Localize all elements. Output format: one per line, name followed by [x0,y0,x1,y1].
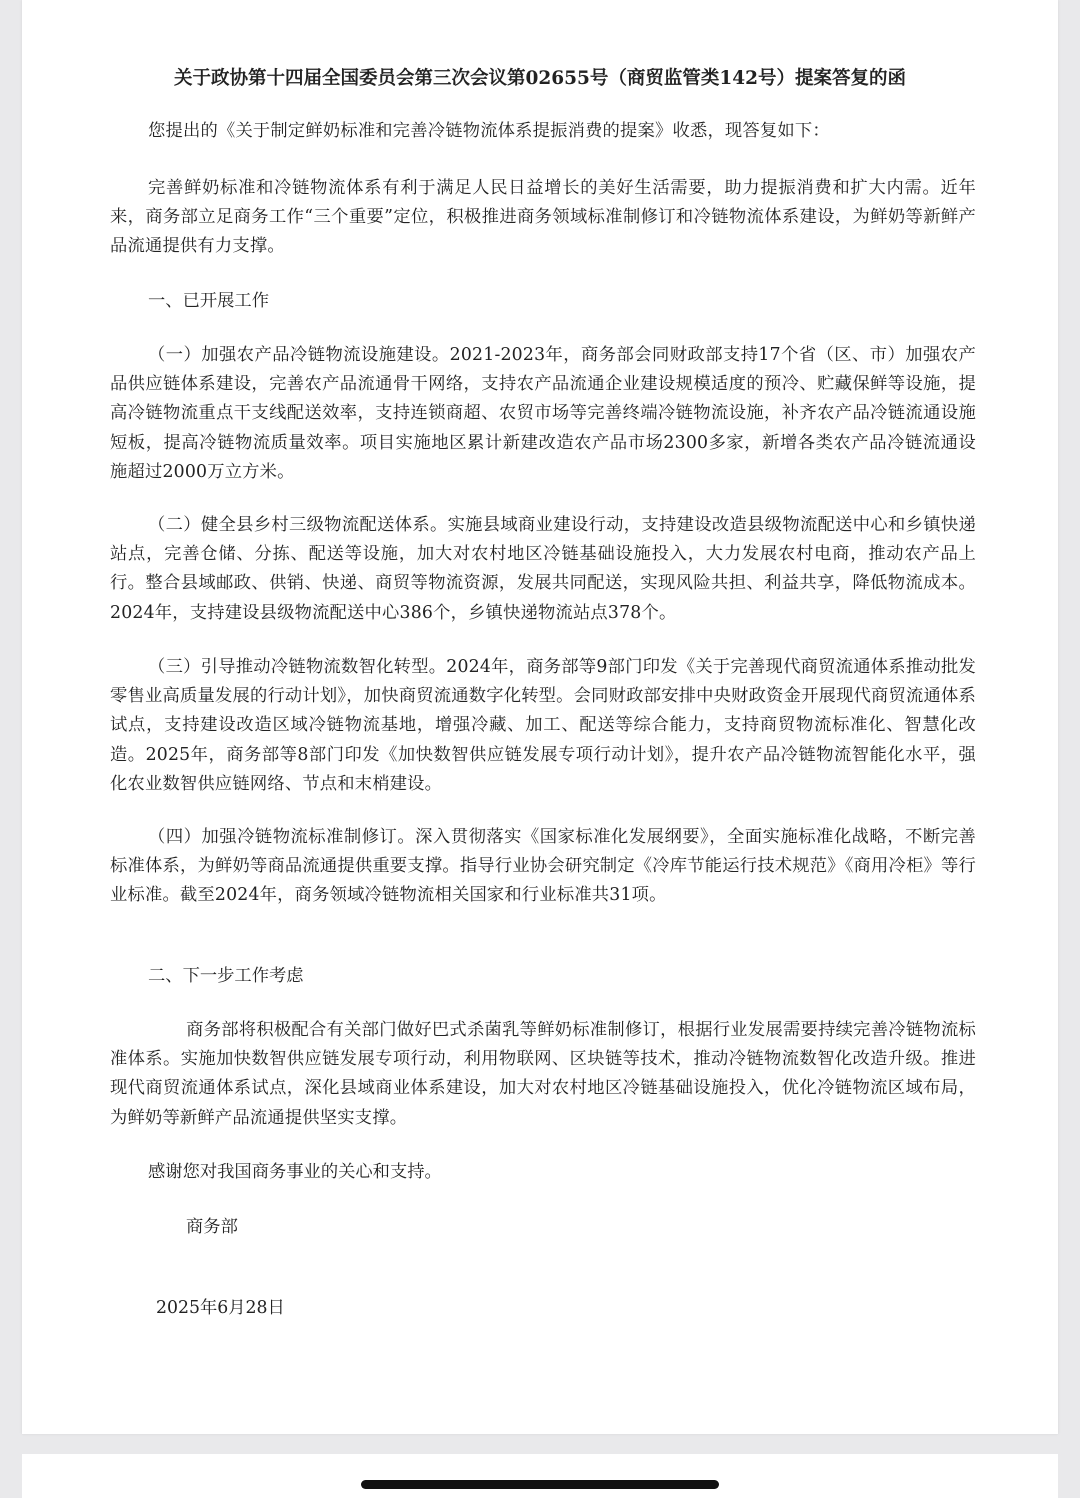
next-steps-paragraph: 商务部将积极配合有关部门做好巴式杀菌乳等鲜奶标准制修订，根据行业发展需要持续完善冷链物流标准体系。实施加快数智供应链发展专项行动，利用物联网、区块链等技术，推动冷链物流数智化改造升级。推进现代商贸流通体系试点，深化县域商业体系建设，加大对农村地区冷链基础设施投入，优化冷链物流区域布局，为鲜奶等新鲜产品流通提供坚实支撑。 [110,1020,976,1128]
paragraph-item-1: （一）加强农产品冷链物流设施建设。2021-2023年，商务部会同财政部支持17个省（区、市）加强农产品供应链体系建设，完善农产品流通骨干网络，支持农产品流通企业建设规模适度的预冷、贮藏保鲜等设施，提高冷链物流重点干支线配送效率，支持连锁商超、农贸市场等完善终端冷链物流设施，补齐农产品冷链流通设施短板，提高冷链物流质量效率。项目实施地区累计新建改造农产品市场2300多家，新增各类农产品冷链流通设施超过2000万立方米。 [110,345,976,482]
next-page-edge [22,1454,1058,1498]
section-heading-next-steps: 二、下一步工作考虑 [148,966,304,986]
intro-paragraph: 完善鲜奶标准和冷链物流体系有利于满足人民日益增长的美好生活需要，助力提振消费和扩大内需。近年来，商务部立足商务工作“三个重要”定位，积极推进商务领域标准制修订和冷链物流体系建设，为鲜奶等新鲜产品流通提供有力支撑。 [110,178,976,257]
paragraph-item-4: （四）加强冷链物流标准制修订。深入贯彻落实《国家标准化发展纲要》，全面实施标准化战略，不断完善标准体系，为鲜奶等商品流通提供重要支撑。指导行业协会研究制定《冷库节能运行技术规范》《商用冷柜》等行业标准。截至2024年，商务领域冷链物流相关国家和行业标准共31项。 [110,827,976,906]
signature: 商务部 [186,1217,238,1237]
section-heading-completed-work: 一、已开展工作 [148,291,269,311]
paragraph-item-3: （三）引导推动冷链物流数智化转型。2024年，商务部等9部门印发《关于完善现代商贸流通体系推动批发零售业高质量发展的行动计划》，加快商贸流通数字化转型。会同财政部安排中央财政资金开展现代商贸流通体系试点，支持建设改造区域冷链物流基地，增强冷藏、加工、配送等综合能力，支持商贸物流标准化、智慧化改造。2025年，商务部等8部门印发《加快数智供应链发展专项行动计划》，提升农产品冷链物流智能化水平，强化农业数智供应链网络、节点和末梢建设。 [110,657,976,794]
closing-line: 感谢您对我国商务事业的关心和支持。 [148,1162,442,1182]
home-indicator[interactable] [361,1480,719,1489]
document-title: 关于政协第十四届全国委员会第三次会议第02655号（商贸监管类142号）提案答复的函 [174,68,906,89]
document-page [22,0,1058,1434]
paragraph-item-2: （二）健全县乡村三级物流配送体系。实施县域商业建设行动，支持建设改造县级物流配送中心和乡镇快递站点，完善仓储、分拣、配送等设施，加大对农村地区冷链基础设施投入，大力发展农村电商，推动农产品上行。整合县域邮政、供销、快递、商贸等物流资源，发展共同配送，实现风险共担、利益共享，降低物流成本。2024年，支持建设县级物流配送中心386个，乡镇快递物流站点378个。 [110,515,976,623]
opening-paragraph: 您提出的《关于制定鲜奶标准和完善冷链物流体系提振消费的提案》收悉，现答复如下： [148,121,830,141]
document-date: 2025年6月28日 [156,1298,285,1318]
